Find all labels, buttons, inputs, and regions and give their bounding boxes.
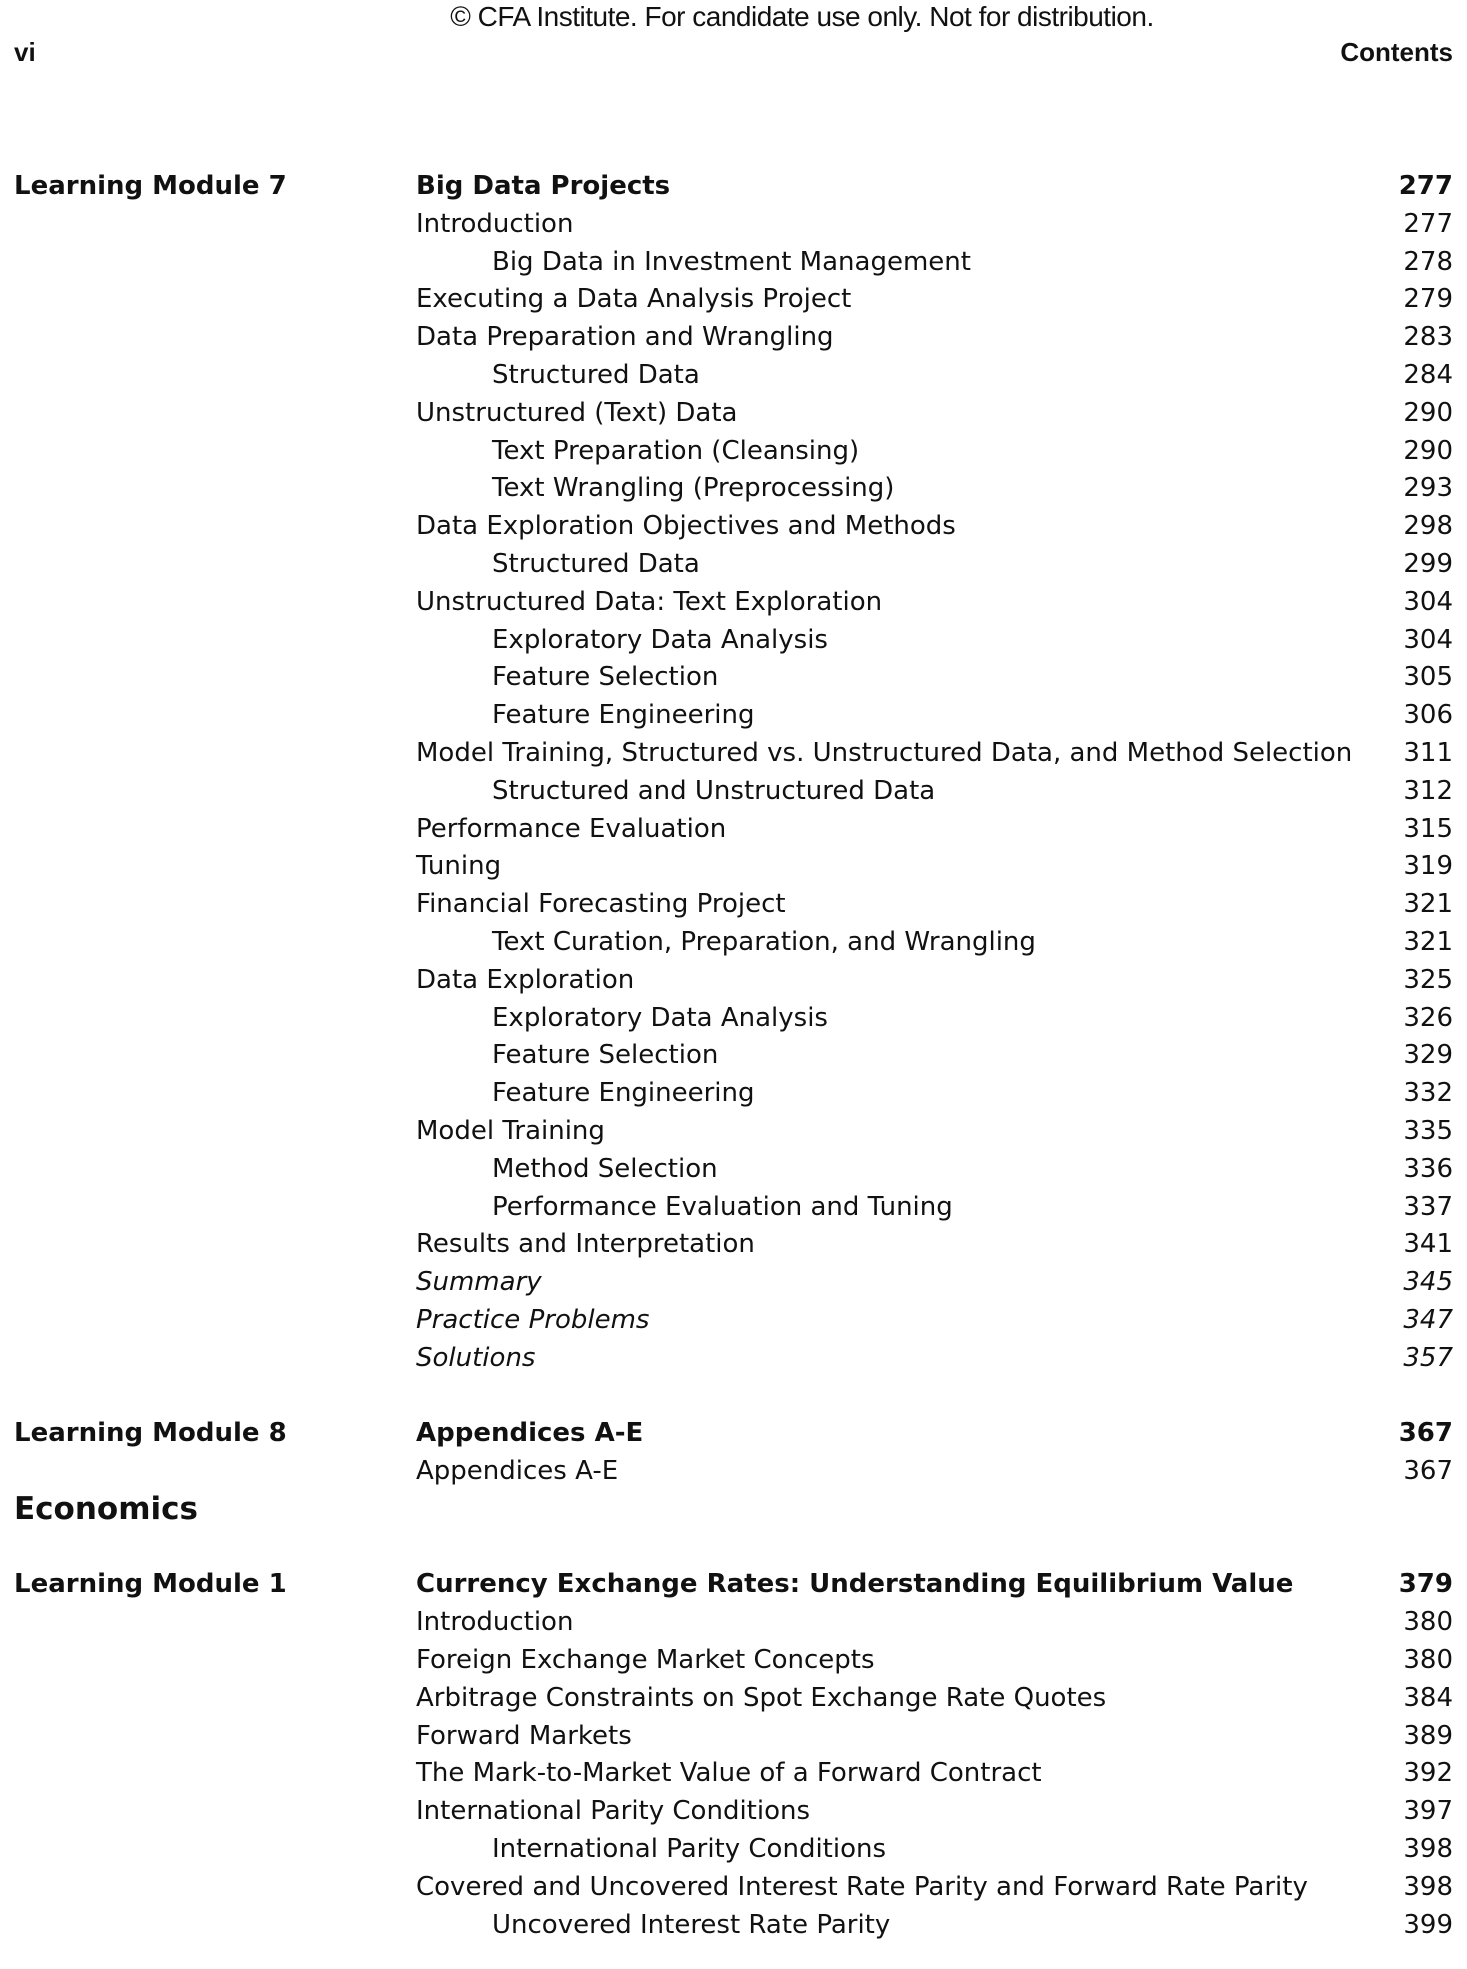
- toc-entry[interactable]: [0, 1642, 1467, 1680]
- toc-entry-page: 277: [1403, 208, 1453, 239]
- toc-subentry[interactable]: [0, 1907, 1467, 1945]
- module-label: Learning Module 1: [14, 1569, 287, 1600]
- toc-entry-page: 384: [1403, 1682, 1453, 1713]
- toc-subentry[interactable]: [0, 1189, 1467, 1227]
- toc-entry-title: Summary: [416, 1267, 542, 1298]
- toc-subentry[interactable]: [0, 357, 1467, 395]
- toc-entry[interactable]: [0, 1453, 1467, 1491]
- toc-subentry[interactable]: [0, 433, 1467, 471]
- toc-entry-title: Structured Data: [492, 548, 700, 579]
- toc-subentry[interactable]: [0, 470, 1467, 508]
- toc-subentry[interactable]: [0, 924, 1467, 962]
- toc-entry-title: Solutions: [416, 1342, 536, 1373]
- toc-entry-page: 325: [1403, 964, 1453, 995]
- toc-entry-title: Performance Evaluation: [416, 813, 727, 844]
- toc-entry-title: Big Data in Investment Management: [492, 246, 971, 277]
- toc-entry-title: Arbitrage Constraints on Spot Exchange Rate Quotes: [416, 1682, 1107, 1713]
- toc-entry[interactable]: [0, 395, 1467, 433]
- toc-entry-page: 329: [1403, 1040, 1453, 1071]
- toc-entry-practice-problems[interactable]: [0, 1302, 1467, 1340]
- toc-entry[interactable]: [0, 584, 1467, 622]
- toc-entry-title: Introduction: [416, 208, 574, 239]
- toc-entry[interactable]: [0, 848, 1467, 886]
- toc-entry-title: Text Preparation (Cleansing): [492, 435, 860, 466]
- toc-subentry[interactable]: [0, 1831, 1467, 1869]
- section-title: Contents: [1340, 37, 1453, 67]
- page-number: vi: [14, 37, 36, 67]
- toc-entry-summary[interactable]: [0, 1264, 1467, 1302]
- toc-entry-title: Performance Evaluation and Tuning: [492, 1191, 953, 1222]
- toc-entry[interactable]: [0, 735, 1467, 773]
- toc-entry-title: Structured and Unstructured Data: [492, 775, 936, 806]
- toc-entry-title: Financial Forecasting Project: [416, 889, 786, 920]
- toc-entry[interactable]: [0, 1113, 1467, 1151]
- toc-entry[interactable]: [0, 319, 1467, 357]
- module-label: Learning Module 7: [14, 171, 287, 201]
- toc-entry-page: 335: [1403, 1115, 1453, 1146]
- toc-entry-page: 399: [1403, 1909, 1453, 1940]
- toc-entry-page: 284: [1403, 359, 1453, 390]
- running-head: [14, 35, 1453, 69]
- toc-entry-title: Tuning: [416, 851, 502, 882]
- toc-entry-page: 326: [1403, 1002, 1453, 1033]
- toc-entry-title: Uncovered Interest Rate Parity: [492, 1909, 891, 1940]
- toc-entry-page: 389: [1403, 1720, 1453, 1751]
- module-page: 379: [1398, 1569, 1453, 1600]
- toc-entry-title: Data Preparation and Wrangling: [416, 322, 834, 353]
- toc-entry-page: 304: [1403, 624, 1453, 655]
- toc-module-row[interactable]: [0, 1415, 1467, 1453]
- module-page: 277: [1398, 171, 1453, 201]
- toc-subentry[interactable]: [0, 1037, 1467, 1075]
- toc-entry-page: 392: [1403, 1758, 1453, 1789]
- toc-entry-page: 341: [1403, 1229, 1453, 1260]
- toc-module-row[interactable]: [0, 168, 1467, 206]
- module-title: Appendices A-E: [416, 1418, 644, 1449]
- toc-entry[interactable]: [0, 1226, 1467, 1264]
- toc-subentry[interactable]: [0, 244, 1467, 282]
- toc-subentry[interactable]: [0, 1151, 1467, 1189]
- toc-entry-title: Exploratory Data Analysis: [492, 1002, 828, 1033]
- toc-entry[interactable]: [0, 886, 1467, 924]
- toc-entry-page: 319: [1403, 851, 1453, 882]
- toc-entry-title: Model Training: [416, 1115, 605, 1146]
- toc-entry-title: Forward Markets: [416, 1720, 632, 1751]
- toc-entry-page: 304: [1403, 586, 1453, 617]
- toc-subentry[interactable]: [0, 546, 1467, 584]
- toc-subentry[interactable]: [0, 1000, 1467, 1038]
- spacer: [0, 1529, 1467, 1567]
- toc-entry-title: Appendices A-E: [416, 1456, 619, 1487]
- toc-entry-page: 321: [1403, 926, 1453, 957]
- toc-entry-page: 380: [1403, 1607, 1453, 1638]
- toc-entry-page: 337: [1403, 1191, 1453, 1222]
- toc-entry-page: 332: [1403, 1078, 1453, 1109]
- toc-entry-page: 293: [1403, 473, 1453, 504]
- toc-entry-page: 336: [1403, 1153, 1453, 1184]
- toc-entry-title: Method Selection: [492, 1153, 718, 1184]
- toc-entry-title: Model Training, Structured vs. Unstructured Data, and Method Selection: [416, 737, 1353, 768]
- toc-entry-page: 278: [1403, 246, 1453, 277]
- toc-entry-page: 312: [1403, 775, 1453, 806]
- toc-entry-page: 380: [1403, 1645, 1453, 1676]
- toc-entry-title: Data Exploration Objectives and Methods: [416, 511, 956, 542]
- toc-entry-title: Text Curation, Preparation, and Wrangling: [492, 926, 1036, 957]
- toc-entry-page: 398: [1403, 1871, 1453, 1902]
- toc-subentry[interactable]: [0, 622, 1467, 660]
- module-title: Big Data Projects: [416, 171, 671, 201]
- toc-entry-page: 290: [1403, 397, 1453, 428]
- toc-entry-page: 398: [1403, 1834, 1453, 1865]
- toc-entry-title: Unstructured Data: Text Exploration: [416, 586, 883, 617]
- toc-entry-title: Introduction: [416, 1607, 574, 1638]
- toc-entry-page: 311: [1403, 737, 1453, 768]
- toc-entry-page: 306: [1403, 700, 1453, 731]
- toc-subentry[interactable]: [0, 659, 1467, 697]
- toc-entry[interactable]: [0, 1755, 1467, 1793]
- module-title: Currency Exchange Rates: Understanding Equilibrium Value: [416, 1569, 1294, 1600]
- toc-entry-title: Feature Engineering: [492, 700, 755, 731]
- toc-entry-page: 299: [1403, 548, 1453, 579]
- toc-entry-page: 345: [1403, 1267, 1453, 1298]
- toc-entry-title: Data Exploration: [416, 964, 635, 995]
- toc-entry-title: Exploratory Data Analysis: [492, 624, 828, 655]
- toc-entry-page: 290: [1403, 435, 1453, 466]
- toc-entry[interactable]: [0, 508, 1467, 546]
- toc-entry-page: 357: [1403, 1342, 1453, 1373]
- toc-subentry[interactable]: [0, 773, 1467, 811]
- toc-entry-title: Feature Engineering: [492, 1078, 755, 1109]
- toc-entry-title: Unstructured (Text) Data: [416, 397, 738, 428]
- toc-entry-title: International Parity Conditions: [416, 1796, 811, 1827]
- toc-entry-title: Results and Interpretation: [416, 1229, 755, 1260]
- toc-entry-title: Covered and Uncovered Interest Rate Parity and Forward Rate Parity: [416, 1871, 1308, 1902]
- toc-entry-title: International Parity Conditions: [492, 1834, 887, 1865]
- toc-entry-title: Feature Selection: [492, 1040, 719, 1071]
- spacer: [0, 1378, 1467, 1416]
- copyright-notice: © CFA Institute. For candidate use only. Not for distribution.: [450, 1, 1154, 32]
- toc-subentry[interactable]: [0, 697, 1467, 735]
- toc-entry-page: 367: [1403, 1456, 1453, 1487]
- toc-entry-title: Feature Selection: [492, 662, 719, 693]
- toc-entry[interactable]: [0, 1680, 1467, 1718]
- toc-entry-title: Executing a Data Analysis Project: [416, 284, 852, 315]
- module-label: Learning Module 8: [14, 1418, 287, 1449]
- toc-entry[interactable]: [0, 1604, 1467, 1642]
- module-page: 367: [1398, 1418, 1453, 1449]
- toc-module-row[interactable]: [0, 1566, 1467, 1604]
- subject-heading: Economics: [14, 1490, 198, 1527]
- toc-entry-page: 347: [1403, 1304, 1453, 1335]
- toc-entry[interactable]: [0, 811, 1467, 849]
- toc-entry-page: 305: [1403, 662, 1453, 693]
- table-of-contents: [0, 168, 1467, 1944]
- toc-entry[interactable]: [0, 1793, 1467, 1831]
- toc-entry-page: 283: [1403, 322, 1453, 353]
- toc-entry-title: The Mark-to-Market Value of a Forward Contract: [416, 1758, 1042, 1789]
- toc-entry-title: Practice Problems: [416, 1304, 650, 1335]
- toc-entry-page: 321: [1403, 889, 1453, 920]
- toc-entry[interactable]: [0, 1718, 1467, 1756]
- toc-entry-title: Foreign Exchange Market Concepts: [416, 1645, 875, 1676]
- toc-entry[interactable]: [0, 962, 1467, 1000]
- subject-heading-row: [0, 1491, 1467, 1529]
- toc-entry-page: 298: [1403, 511, 1453, 542]
- toc-entry-page: 315: [1403, 813, 1453, 844]
- toc-entry[interactable]: [0, 206, 1467, 244]
- toc-entry-title: Structured Data: [492, 359, 700, 390]
- toc-entry[interactable]: [0, 281, 1467, 319]
- toc-entry-title: Text Wrangling (Preprocessing): [492, 473, 895, 504]
- toc-entry-page: 397: [1403, 1796, 1453, 1827]
- toc-entry-page: 279: [1403, 284, 1453, 315]
- toc-subentry[interactable]: [0, 1075, 1467, 1113]
- toc-entry-solutions[interactable]: [0, 1340, 1467, 1378]
- toc-entry[interactable]: [0, 1869, 1467, 1907]
